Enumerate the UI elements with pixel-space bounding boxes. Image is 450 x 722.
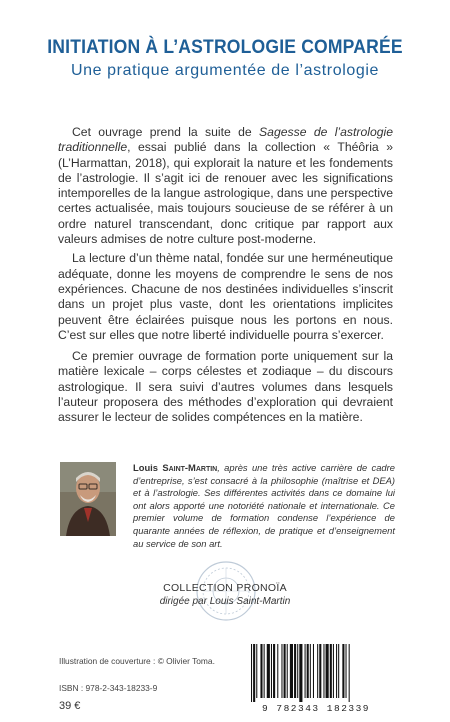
barcode-bar [299, 644, 302, 702]
barcode-bar [310, 644, 311, 698]
collection-director: dirigée par Louis Saint-Martin [159, 596, 291, 607]
isbn: ISBN : 978-2-343-18233-9 [59, 683, 158, 693]
barcode-bar [273, 644, 275, 698]
barcode-bar [338, 644, 339, 698]
barcode-bar [326, 644, 329, 698]
barcode-bar [253, 644, 255, 702]
barcode-bar [313, 644, 314, 698]
barcode-bar [277, 644, 278, 698]
blurb-paragraph-1: Cet ouvrage prend la suite de Sagesse de l’astrologie traditionnelle, essai publié dans la collection « Théôria » (L’Harmattan, 2018), qui explorait la nature et les fondements de l’astrologie. Il s’agit ici de renouer avec les significations intemporelles de la langue astrologique, dans une perspective certes actualisée, mais toujours soucieuse de se référer à un ordre naturel transcendant, donc critique par rapport aux valeurs admises de notre culture post-moderne. [58, 125, 393, 247]
barcode-bar [336, 644, 337, 698]
book-subtitle: Une pratique argumentée de l’astrologie [70, 62, 380, 79]
barcode-bar [342, 644, 344, 698]
barcode-bar [256, 644, 257, 698]
barcode-bar [260, 644, 262, 698]
blurb-paragraph-3: Ce premier ouvrage de formation porte uniquement sur la matière lexicale – corps célestes et zodiaque – du discours astrologique. Il sera suivi d’autres volumes dans lesquels l’auteur proposera des méthodes d’exploration qui devraient assurer le lecteur de solides compétences en la matière. [58, 349, 393, 425]
barcode-bar [333, 644, 334, 698]
barcode-bar [307, 644, 309, 698]
barcode-bar [330, 644, 332, 698]
back-cover-blurb [58, 125, 393, 430]
author-bio: Louis Saint-Martin, après une très active carrière de cadre d’entreprise, s’est consacré à la philosophie (maîtrise et DEA) et à l’astrologie. Ses différentes activités dans ce domaine lui ont alors apporté une notoriété nationale et internationale. Ce premier volume de formation condense l’expérience de quarante années de réflexion, de pratique et d’enseignement au service de son art. [133, 462, 395, 549]
barcode-bar [284, 644, 286, 698]
barcode-bar [346, 644, 347, 698]
author-photo [60, 462, 116, 536]
author-name: Louis Saint-Martin [133, 462, 218, 473]
barcode-bar [305, 644, 306, 698]
barcode-bar [287, 644, 288, 698]
barcode-bar [267, 644, 270, 698]
cover-illustration-credit: Illustration de couverture : © Olivier Toma. [59, 656, 215, 666]
referenced-book-title: Sagesse de l’astrologie traditionnelle [58, 125, 393, 155]
barcode-bar [297, 644, 298, 698]
book-title: INITIATION À L’ASTROLOGIE COMPARÉE [47, 36, 403, 58]
barcode-bar [251, 644, 252, 702]
barcode-bar [281, 644, 282, 698]
barcode-bar [264, 644, 265, 698]
barcode-bars [237, 642, 395, 702]
barcode-bar [323, 644, 324, 698]
barcode-bar [319, 644, 321, 698]
barcode-digits: 9 782343 182339 [261, 703, 370, 714]
price: 39 € [59, 700, 81, 712]
barcode-bar [271, 644, 272, 698]
barcode-bar [317, 644, 318, 698]
barcode-bar [294, 644, 296, 698]
collection-name: COLLECTION PRONOÏA [163, 582, 287, 594]
blurb-paragraph-2: La lecture d’un thème natal, fondée sur une herméneutique adéquate, donne les moyens de comprendre le sens de nos expériences. Chacune de nos destinées individuelles s’inscrit dans un projet plus vaste, dont les orientations implicites peuvent être éclairées puisque nous les portons en nous. C’est sur elles que notre liberté individuelle pourra s’exercer. [58, 251, 393, 342]
barcode-bar [290, 644, 293, 698]
barcode-bar [349, 644, 350, 702]
